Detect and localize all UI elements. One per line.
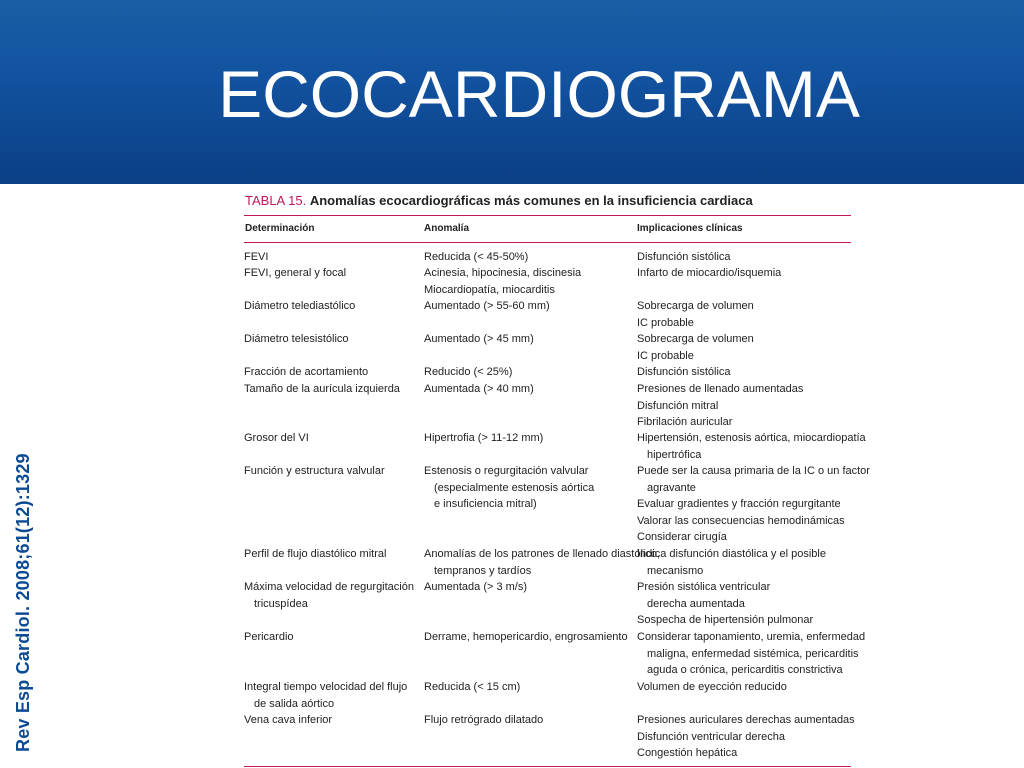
cell-implicaciones <box>637 331 852 364</box>
cell-line: Fibrilación auricular <box>637 416 733 428</box>
cell-line: aguda o crónica, pericarditis constrictiva <box>647 664 843 676</box>
column-header-determinacion: Determinación <box>245 223 315 234</box>
cell-determinacion <box>244 629 419 646</box>
cell-line: Derrame, hemopericardio, engrosamiento <box>424 631 628 643</box>
cell-line: Aumentada (> 40 mm) <box>424 383 534 395</box>
cell-line: Integral tiempo velocidad del flujo <box>244 681 408 693</box>
cell-line: Presiones auriculares derechas aumentadas <box>637 714 855 726</box>
cell-determinacion <box>244 331 419 348</box>
cell-determinacion <box>244 265 419 282</box>
cell-line: Fracción de acortamiento <box>244 366 369 378</box>
cell-line: Presión sistólica ventricular <box>637 581 771 593</box>
table-caption-text: Anomalías ecocardiográficas más comunes en la insuficiencia cardiaca <box>309 193 753 208</box>
cell-line: derecha aumentada <box>647 597 745 610</box>
cell-implicaciones <box>637 430 866 463</box>
cell-line: Perfil de flujo diastólico mitral <box>244 548 387 560</box>
cell-line: agravante <box>647 481 696 494</box>
cell-line: Disfunción sistólica <box>637 366 731 378</box>
cell-line: Vena cava inferior <box>244 714 333 726</box>
cell-line: Reducida (< 45-50%) <box>424 251 529 263</box>
cell-determinacion <box>244 579 419 612</box>
table-caption-number: TABLA 15. <box>245 193 307 208</box>
cell-line: Considerar taponamiento, uremia, enfermedad <box>637 631 866 643</box>
cell-anomalia <box>424 381 636 398</box>
cell-implicaciones <box>637 712 855 762</box>
cell-determinacion <box>244 679 419 712</box>
cell-determinacion <box>244 546 419 563</box>
cell-anomalia <box>424 463 636 513</box>
cell-line: Anomalías de los patrones de llenado diastólico, <box>424 548 661 560</box>
cell-line: Aumentada (> 3 m/s) <box>424 581 528 593</box>
cell-line: Puede ser la causa primaria de la IC o un factor <box>637 465 870 477</box>
cell-line: tempranos y tardíos <box>434 564 532 577</box>
cell-determinacion <box>244 364 419 381</box>
cell-anomalia <box>424 364 636 381</box>
cell-line: Hipertensión, estenosis aórtica, miocardiopatía <box>637 432 866 444</box>
cell-line: Estenosis o regurgitación valvular <box>424 465 589 477</box>
cell-determinacion <box>244 430 419 447</box>
cell-anomalia <box>424 629 636 646</box>
cell-line: Tamaño de la aurícula izquierda <box>244 383 400 395</box>
cell-implicaciones <box>637 364 852 381</box>
cell-anomalia <box>424 712 636 729</box>
column-header-anomalia: Anomalía <box>424 223 470 234</box>
cell-line: de salida aórtico <box>254 697 335 710</box>
cell-line: Sospecha de hipertensión pulmonar <box>637 614 814 626</box>
cell-anomalia <box>424 546 661 579</box>
cell-line: Sobrecarga de volumen <box>637 333 754 345</box>
cell-line: Disfunción mitral <box>637 399 719 412</box>
cell-determinacion <box>244 381 419 398</box>
cell-implicaciones <box>637 249 852 266</box>
cell-line: Volumen de eyección reducido <box>637 681 787 693</box>
cell-line: Diámetro telesistólico <box>244 333 349 345</box>
cell-line: Evaluar gradientes y fracción regurgitante <box>637 498 841 510</box>
citation-text: Rev Esp Cardiol. 2008;61(12):1329 <box>13 453 33 752</box>
cell-line: Disfunción ventricular derecha <box>637 730 785 743</box>
cell-line: FEVI, general y focal <box>244 267 347 279</box>
cell-determinacion <box>244 463 419 480</box>
cell-implicaciones <box>637 546 852 579</box>
cell-implicaciones <box>637 298 852 331</box>
cell-line: Pericardio <box>244 631 294 643</box>
cell-line: Indica disfunción diastólica y el posible <box>637 548 826 560</box>
cell-implicaciones <box>637 463 870 546</box>
cell-line: Reducida (< 15 cm) <box>424 681 521 693</box>
cell-line: Función y estructura valvular <box>244 465 385 477</box>
cell-line: Acinesia, hipocinesia, discinesia <box>424 267 582 279</box>
cell-line: mecanismo <box>647 564 704 577</box>
cell-anomalia <box>424 679 636 696</box>
cell-determinacion <box>244 712 419 729</box>
cell-line: FEVI <box>244 251 269 263</box>
cell-determinacion <box>244 249 419 266</box>
cell-line: Aumentado (> 55-60 mm) <box>424 300 550 312</box>
cell-line: Considerar cirugía <box>637 531 727 543</box>
cell-implicaciones <box>637 579 852 629</box>
cell-line: Congestión hepática <box>637 747 738 759</box>
cell-line: Aumentado (> 45 mm) <box>424 333 534 345</box>
cell-anomalia <box>424 249 636 266</box>
cell-line: maligna, enfermedad sistémica, pericarditis <box>647 647 859 660</box>
cell-implicaciones <box>637 679 852 696</box>
cell-line: Grosor del VI <box>244 432 309 444</box>
cell-anomalia <box>424 579 636 596</box>
slide-title: ECOCARDIOGRAMA <box>218 57 860 131</box>
cell-line: Infarto de miocardio/isquemia <box>637 267 782 279</box>
table-bottom-rule <box>244 766 851 767</box>
cell-line: Presiones de llenado aumentadas <box>637 383 804 395</box>
cell-line: Valorar las consecuencias hemodinámicas <box>637 514 845 527</box>
cell-line: e insuficiencia mitral) <box>434 498 537 510</box>
cell-determinacion <box>244 298 419 315</box>
cell-implicaciones <box>637 265 852 282</box>
cell-line: Reducido (< 25%) <box>424 366 513 378</box>
cell-line: Disfunción sistólica <box>637 251 731 263</box>
cell-anomalia <box>424 265 636 298</box>
cell-line: IC probable <box>637 316 694 329</box>
cell-line: Flujo retrógrado dilatado <box>424 714 544 726</box>
cell-implicaciones <box>637 381 852 431</box>
cell-line: Sobrecarga de volumen <box>637 300 754 312</box>
cell-line: hipertrófica <box>647 448 702 461</box>
cell-line: tricuspídea <box>254 597 308 610</box>
cell-line: Diámetro telediastólico <box>244 300 356 312</box>
cell-line: Miocardiopatía, miocarditis <box>424 283 555 296</box>
cell-line: Hipertrofia (> 11-12 mm) <box>424 432 544 444</box>
cell-anomalia <box>424 430 636 447</box>
cell-line: (especialmente estenosis aórtica <box>434 481 595 494</box>
cell-line: IC probable <box>637 349 694 362</box>
cell-anomalia <box>424 331 636 348</box>
cell-line: Máxima velocidad de regurgitación <box>244 581 414 593</box>
column-header-implicaciones: Implicaciones clínicas <box>637 223 743 234</box>
cell-anomalia <box>424 298 636 315</box>
cell-implicaciones <box>637 629 866 679</box>
